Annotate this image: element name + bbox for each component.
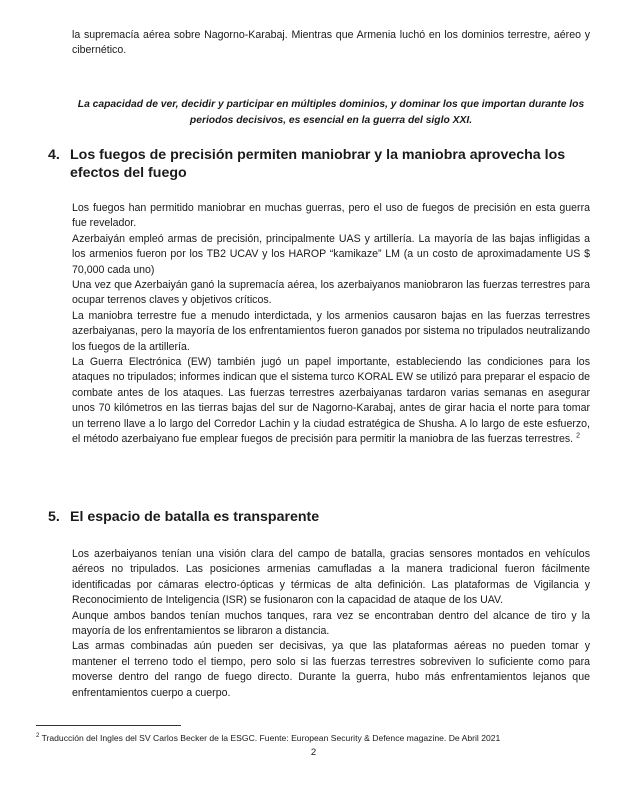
section-4-heading [48, 146, 593, 182]
intro-paragraph [72, 28, 590, 59]
section-4-title: Los fuegos de precisión permiten maniobrar y la maniobra aprovecha los efectos del fuego [70, 147, 566, 181]
section-4-number: 4. [48, 147, 60, 163]
page-number: 2 [310, 747, 317, 758]
section-4-paragraph: Los fuegos han permitido maniobrar en muchas guerras, pero el uso de fuegos de precisión en esta guerra fue revelador. [72, 202, 590, 230]
section-5-paragraph: Aunque ambos bandos tenían muchos tanques, rara vez se encontraban dentro del alcance de tiro y la mayoría de los enfrentamientos se libraron a distancia. [72, 609, 590, 638]
section-4-body [72, 201, 590, 448]
section-5-title: El espacio de batalla es transparente [70, 509, 320, 525]
section-5-paragraph: Las armas combinadas aún pueden ser decisivas, ya que las plataformas aéreas no pueden tomar y mantener el terreno todo el tiempo, pero solo si las fuerzas terrestres sobreviven lo suficiente como para moverse dentro del rango de fuego directo. Durante la guerra, hubo más enfrentamientos lejanos que enfrentamientos cuerpo a cuerpo. [72, 640, 590, 699]
section-4-paragraph: La maniobra terrestre fue a menudo interdictada, y los armenios causaron bajas en las fuerzas terrestres azerbaiyanas, pero la mayoría de los enfrentamientos fueron ganados por sistema no tripulados neutralizando los fuegos de la artillería. [72, 309, 590, 353]
section-5-heading [48, 508, 593, 526]
section-4-paragraph-last [72, 355, 590, 447]
footnote-mark: 2 [36, 733, 40, 740]
footnote-separator [36, 725, 181, 726]
section-4-last-text: La Guerra Electrónica (EW) también jugó un papel importante, estableciendo las condiciones para los ataques no tripulados; informes indican que el sistema turco KORAL EW se utilizó para preparar el espacio de combate antes de los ataques. Las fuerzas terrestres azerbaiyanas tardaron varias semanas en asegurar unos 70 kilómetros en las tierras bajas del sur de Nagorno-Karabaj, antes de girar hacia el norte para tomar un terreno llave a lo largo del Corredor Lachin y la ciudad estratégica de Shusha. A lo largo de este esfuerzo, el método azerbaiyano fue emplear fuegos de precisión para permitir la maniobra de las fuerzas terrestres. [72, 356, 590, 446]
highlight-quote: La capacidad de ver, decidir y participar en múltiples dominios, y dominar los que importan durante los periodos decisivos, es esencial en la guerra del siglo XXI. [77, 99, 585, 126]
footnote [36, 733, 596, 744]
footnote-text: Traducción del Ingles del SV Carlos Becker de la ESGC. Fuente: European Security & Defence magazine. De Abril 2021 [39, 733, 501, 743]
intro-text: la supremacía aérea sobre Nagorno-Karabaj. Mientras que Armenia luchó en los dominios terrestre, aéreo y cibernético. [72, 29, 590, 57]
section-5-body [72, 547, 590, 701]
section-4-paragraph: Azerbaiyán empleó armas de precisión, principalmente UAS y artillería. La mayoría de las bajas infligidas a los armenios fueron por los TB2 UCAV y los HAROP “kamikaze” LM (a un costo de aproximadamente US $ 70,000 cada uno) [72, 232, 590, 276]
section-4-paragraph: Una vez que Azerbaiyán ganó la supremacía aérea, los azerbaiyanos maniobraron las fuerzas terrestres para ocupar terrenos claves y objetivos críticos. [72, 279, 590, 307]
footnote-reference[interactable]: 2 [576, 432, 580, 440]
section-5-paragraph: Los azerbaiyanos tenían una visión clara del campo de batalla, gracias sensores montados en vehículos aéreos no tripulados. Las posiciones armenias camufladas a la manera tradicional fueron fácilmente identificadas por cámaras electro-ópticas y térmicas de alta definición. Las plataformas de Vigilancia y Reconocimiento de Inteligencia (ISR) se fusionaron con la capacidad de ataque de los UAV. [72, 548, 590, 607]
section-5-number: 5. [48, 509, 60, 525]
